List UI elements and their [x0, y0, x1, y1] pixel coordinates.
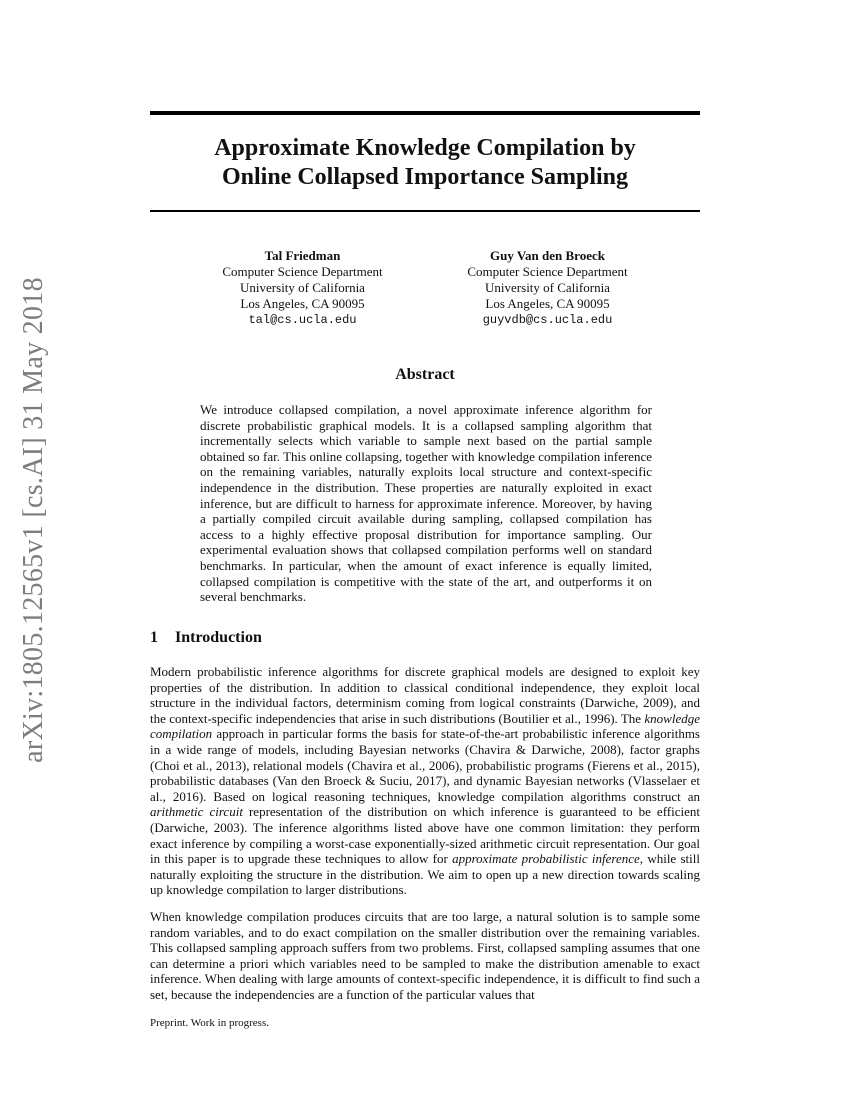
section-number: 1 [150, 629, 158, 646]
author-2 [435, 248, 660, 328]
paper-title-line-2: Online Collapsed Importance Sampling [221, 164, 629, 190]
arxiv-identifier-text: arXiv:1805.12565v1 [cs.AI] 31 May 2018 [18, 277, 49, 763]
title-top-rule [150, 111, 700, 115]
paper-title [150, 134, 700, 192]
paragraph-text: Modern probabilistic inference algorithms for discrete graphical models are designed to exploit key properties of the distribution. In addition to classical conditional independence, they exploit local structure in the individual factors, determinism coming from logical constraints (Darwiche, 2009), and the context-specific independencies that arise in such distributions (Boutilier et al., 1996). The [150, 664, 700, 726]
title-bottom-rule [150, 210, 700, 212]
author-name: Guy Van den Broeck [490, 248, 605, 263]
author-location: Los Angeles, CA 90095 [240, 296, 365, 311]
arxiv-identifier-stamp [8, 270, 60, 770]
author-email: tal@cs.ucla.edu [248, 313, 357, 327]
section-heading-introduction [150, 629, 700, 647]
author-email: guyvdb@cs.ucla.edu [482, 313, 613, 327]
author-name: Tal Friedman [264, 248, 341, 263]
introduction-paragraph-2: When knowledge compilation produces circuits that are too large, a natural solution is to sample some random variables, and to do exact compilation on the smaller distribution over the remaining variables. This collapsed sampling approach suffers from two problems. First, collapsed sampling assumes that one can determine a priori which variables need to be sampled to make the distribution amenable to exact inference. When dealing with large amounts of context-specific independence, it is difficult to find such a set, because the independencies are a function of the particular values that [150, 909, 700, 1002]
author-department: Computer Science Department [467, 264, 628, 279]
emphasis-approximate-inference: approximate probabilistic inference [452, 851, 640, 867]
author-institution: University of California [240, 280, 365, 295]
paragraph-text: approach in particular forms the basis for state-of-the-art probabilistic inference algorithms in a wide range of models, including Bayesian networks (Chavira & Darwiche, 2008), factor graphs (Choi et al., 2013), relational models (Chavira et al., 2006), probabilistic programs (Fierens et al., 2015), probabilistic databases (Van den Broeck & Suciu, 2017), and dynamic Bayesian networks (Vlasselaer et al., 2016). Based on logical reasoning techniques, knowledge compilation algorithms construct an [150, 726, 700, 804]
abstract-body: We introduce collapsed compilation, a novel approximate inference algorithm for discrete probabilistic graphical models. It is a collapsed sampling algorithm that incrementally selects which variable to sample next based on the partial sample obtained so far. This online collapsing, together with knowledge compilation inference on the remaining variables, naturally exploits local structure and context-specific independence in the distribution. These properties are naturally exploited in exact inference, but are difficult to harness for approximate inference. Moreover, by having a partially compiled circuit available during sampling, collapsed compilation has access to a highly effective proposal distribution for importance sampling. Our experimental evaluation shows that collapsed compilation performs well on standard benchmarks. In particular, when the amount of exact inference is equally limited, collapsed compilation is competitive with the state of the art, and outperforms it on several benchmarks. [200, 402, 652, 605]
emphasis-arithmetic-circuit: arithmetic circuit [150, 804, 243, 820]
emphasis-knowledge-compilation: knowledge compilation [150, 710, 700, 742]
author-institution: University of California [485, 280, 610, 295]
paper-title-line-1: Approximate Knowledge Compilation by [214, 135, 636, 161]
author-block [190, 248, 660, 328]
abstract-heading: Abstract [395, 366, 455, 383]
author-department: Computer Science Department [222, 264, 383, 279]
section-title: Introduction [175, 629, 262, 646]
paragraph-text: representation of the distribution on which inference is guaranteed to be efficient (Darwiche, 2003). The inference algorithms listed above have one common limitation: they perform exact inference by compiling a worst-case exponentially-sized arithmetic circuit representation. Our goal in this paper is to upgrade these techniques to allow for [150, 804, 700, 867]
author-location: Los Angeles, CA 90095 [485, 296, 610, 311]
author-1 [190, 248, 415, 328]
paragraph-text: , while still naturally exploiting the structure in the distribution. We aim to open up a new direction towards scaling up knowledge compilation to larger distributions. [150, 851, 701, 898]
footer-note: Preprint. Work in progress. [150, 1017, 269, 1029]
introduction-paragraph-1 [150, 664, 700, 898]
